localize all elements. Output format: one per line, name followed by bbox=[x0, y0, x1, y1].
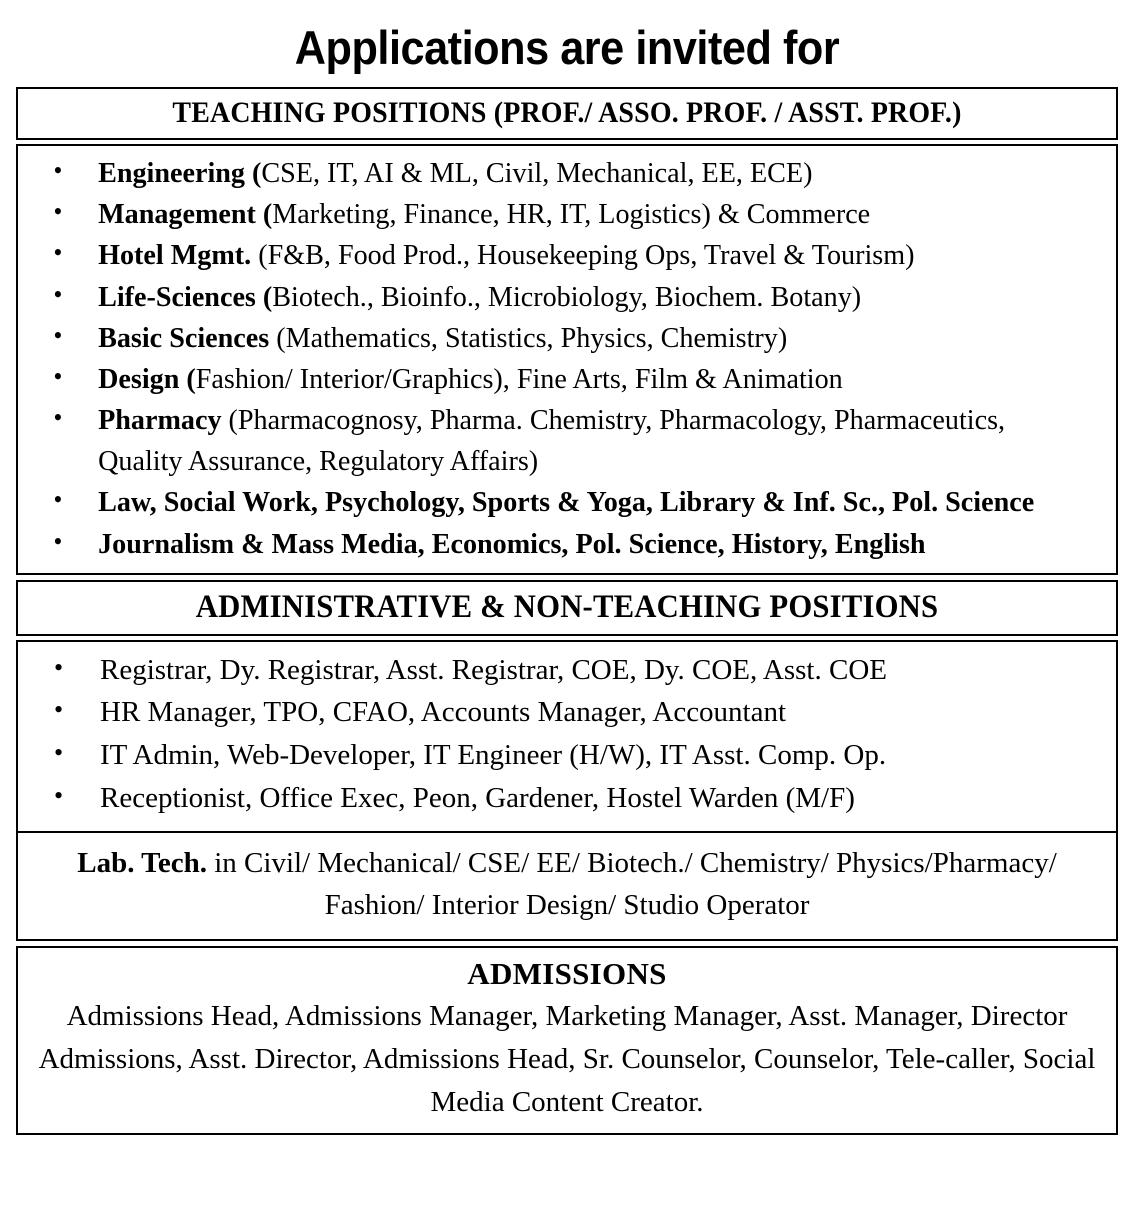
list-item-rest: (Pharmacognosy, Pharma. Chemistry, Pharmacology, Pharmaceutics, Quality Assurance, Regulatory Affairs) bbox=[98, 404, 1006, 478]
list-item bbox=[36, 482, 1074, 523]
list-item-text: IT Admin, Web-Developer, IT Engineer (H/W), IT Asst. Comp. Op. bbox=[100, 738, 887, 771]
lab-technician-lead: Lab. Tech. bbox=[77, 847, 207, 880]
list-item-rest: CSE, IT, AI & ML, Civil, Mechanical, EE, ECE) bbox=[261, 157, 813, 189]
list-item-lead: Design ( bbox=[98, 362, 196, 395]
list-item bbox=[36, 359, 1074, 400]
teaching-positions-list bbox=[18, 146, 1116, 573]
list-item-text: Registrar, Dy. Registrar, Asst. Registrar, COE, Dy. COE, Asst. COE bbox=[100, 653, 887, 686]
teaching-section-header: TEACHING POSITIONS (PROF./ ASSO. PROF. / ASST. PROF.) bbox=[172, 96, 962, 129]
administrative-header-box bbox=[16, 580, 1118, 636]
list-item-rest: (F&B, Food Prod., Housekeeping Ops, Travel & Tourism) bbox=[251, 239, 915, 272]
bullet-icon: • bbox=[53, 403, 63, 433]
administrative-positions-list bbox=[18, 642, 1116, 828]
page-title: Applications are invited for bbox=[294, 21, 840, 74]
admissions-box bbox=[16, 946, 1118, 1135]
list-item-lead: Journalism & Mass Media, Economics, Pol. Science, History, English bbox=[98, 527, 926, 560]
list-item bbox=[36, 734, 1106, 777]
list-item bbox=[36, 194, 1074, 235]
list-item-text: Receptionist, Office Exec, Peon, Gardener, Hostel Warden (M/F) bbox=[100, 781, 855, 814]
bullet-icon: • bbox=[53, 238, 63, 268]
list-item-lead: Management ( bbox=[98, 198, 273, 231]
list-item bbox=[36, 691, 1106, 734]
list-item-lead: Basic Sciences bbox=[98, 321, 270, 354]
list-item bbox=[36, 400, 1074, 482]
list-item-lead: Engineering ( bbox=[98, 157, 262, 189]
bullet-icon: • bbox=[53, 320, 63, 350]
bullet-icon: • bbox=[53, 156, 63, 185]
bullet-icon: • bbox=[54, 652, 64, 682]
bullet-icon: • bbox=[54, 780, 64, 810]
admissions-body-text: Admissions Head, Admissions Manager, Marketing Manager, Asst. Manager, Director Admissions, Asst. Director, Admissions Head, Sr. Counselor, Counselor, Tele-caller, Social Media Content Creator. bbox=[38, 1000, 1096, 1118]
administrative-body bbox=[18, 642, 1116, 940]
bullet-icon: • bbox=[53, 485, 63, 515]
list-item-lead: Law, Social Work, Psychology, Sports & Yoga, Library & Inf. Sc., Pol. Science bbox=[98, 486, 1035, 519]
admissions-section-header: ADMISSIONS bbox=[467, 956, 667, 992]
list-item bbox=[36, 649, 1106, 692]
list-item-lead: Hotel Mgmt. bbox=[98, 239, 252, 272]
list-item-rest: Biotech., Bioinfo., Microbiology, Biochem. Botany) bbox=[272, 280, 862, 313]
bullet-icon: • bbox=[53, 361, 63, 391]
bullet-icon: • bbox=[53, 526, 63, 556]
bullet-icon: • bbox=[54, 695, 64, 725]
list-item bbox=[36, 777, 1106, 820]
administrative-section-header: ADMINISTRATIVE & NON-TEACHING POSITIONS bbox=[195, 588, 939, 625]
list-item bbox=[36, 524, 1074, 565]
teaching-header-box bbox=[16, 87, 1118, 140]
administrative-positions-box bbox=[16, 640, 1118, 942]
list-item bbox=[36, 153, 1074, 194]
list-item-rest: Marketing, Finance, HR, IT, Logistics) & Commerce bbox=[272, 198, 871, 231]
list-item bbox=[36, 318, 1074, 359]
list-item bbox=[36, 277, 1074, 318]
bullet-icon: • bbox=[53, 197, 63, 227]
lab-technician-rest: in Civil/ Mechanical/ CSE/ EE/ Biotech./ Chemistry/ Physics/Pharmacy/ Fashion/ Interior Design/ Studio Operator bbox=[206, 847, 1057, 922]
list-item-text: HR Manager, TPO, CFAO, Accounts Manager, Accountant bbox=[100, 696, 787, 729]
bullet-icon: • bbox=[54, 737, 64, 767]
lab-technician-block bbox=[18, 833, 1116, 937]
list-item-rest: Fashion/ Interior/Graphics), Fine Arts, Film & Animation bbox=[195, 362, 843, 395]
list-item bbox=[36, 235, 1074, 276]
teaching-positions-box bbox=[16, 144, 1118, 575]
bullet-icon: • bbox=[53, 279, 63, 309]
list-item-lead: Life-Sciences ( bbox=[98, 280, 273, 313]
list-item-rest: (Mathematics, Statistics, Physics, Chemistry) bbox=[269, 321, 788, 354]
list-item-lead: Pharmacy bbox=[98, 404, 222, 437]
